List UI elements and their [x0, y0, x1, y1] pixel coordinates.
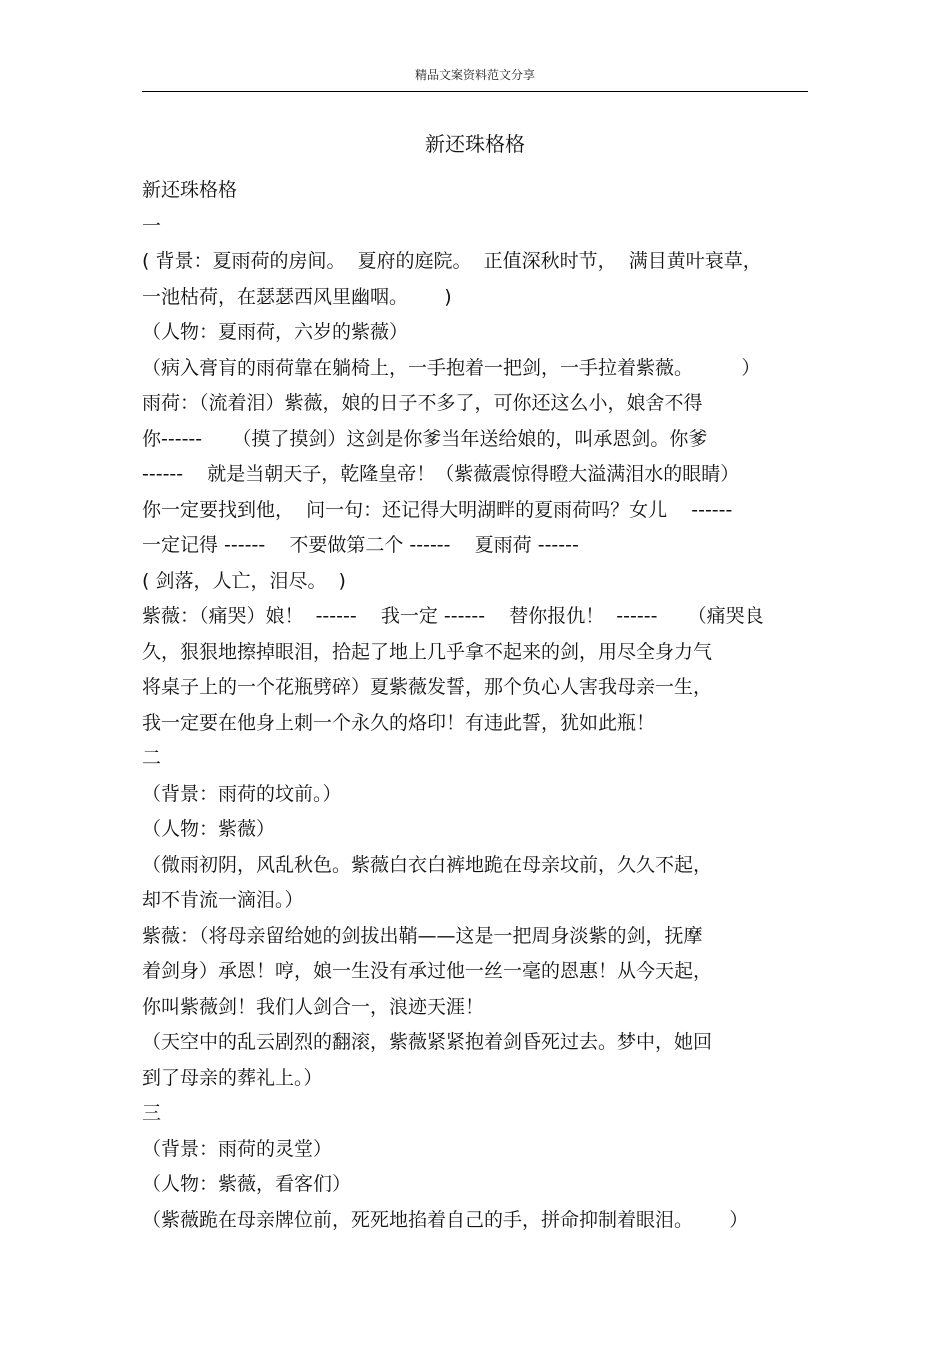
document-body	[142, 173, 822, 1238]
text-line: （天空中的乱云剧烈的翻滚，紫薇紧紧抱着剑昏死过去。梦中，她回	[142, 1031, 713, 1053]
header-rule	[142, 91, 808, 92]
text-line: （人物：紫薇）	[142, 818, 276, 840]
text-line: ( 剑落，人亡，泪尽。 )	[142, 569, 346, 592]
text-line: 紫薇：（将母亲留给她的剑拔出鞘——这是一把周身淡紫的剑，抚摩	[142, 924, 703, 947]
text-line: 新还珠格格	[142, 179, 238, 201]
text-line: 却不肯流一滴泪。）	[142, 889, 304, 911]
text-line: 一	[142, 214, 162, 237]
text-line: 二	[142, 747, 162, 769]
text-line: 雨荷：（流着泪）紫薇，娘的日子不多了，可你还这么小，娘舍不得	[142, 392, 703, 414]
page-header: 精品文案资料范文分享	[414, 68, 535, 82]
text-line: 你一定要找到他， 问一句：还记得大明湖畔的夏雨荷吗？女儿 ------	[142, 498, 733, 521]
text-line: （背景：雨荷的坟前。）	[142, 782, 342, 805]
text-line: 着剑身）承恩！哼，娘一生没有承过他一丝一毫的恩惠！从今天起，	[142, 960, 713, 982]
text-line: ------ 就是当朝天子，乾隆皇帝！（紫薇震惊得瞪大溢满泪水的眼睛）	[142, 463, 740, 485]
text-line: （人物：夏雨荷，六岁的紫薇）	[142, 321, 409, 343]
text-line: 到了母亲的葬礼上。）	[142, 1066, 323, 1089]
text-line: （病入膏肓的雨荷靠在躺椅上，一手抱着一把剑，一手拉着紫薇。 ）	[142, 356, 761, 379]
text-line: （背景：雨荷的灵堂）	[142, 1137, 333, 1160]
text-line: 我一定要在他身上刺一个永久的烙印！有违此誓，犹如此瓶！	[142, 711, 656, 734]
text-line: 久，狠狠地擦掉眼泪，拾起了地上几乎拿不起来的剑，用尽全身力气	[142, 640, 713, 663]
text-line: 将桌子上的一个花瓶劈碎）夏紫薇发誓，那个负心人害我母亲一生，	[142, 676, 713, 698]
text-line: 一池枯荷，在瑟瑟西风里幽咽。 )	[142, 285, 452, 308]
document-title: 新还珠格格	[425, 132, 525, 156]
text-line: 一定记得 ------ 不要做第二个 ------ 夏雨荷 ------	[142, 534, 579, 556]
text-line: 你叫紫薇剑！我们人剑合一，浪迹天涯！	[142, 995, 485, 1018]
text-line: 紫薇：（痛哭）娘！ ------ 我一定 ------ 替你报仇！ ------ （痛哭良	[142, 605, 764, 627]
text-line: （微雨初阴，风乱秋色。紫薇白衣白裤地跪在母亲坟前，久久不起，	[142, 853, 713, 876]
text-line: ( 背景：夏雨荷的房间。 夏府的庭院。 正值深秋时节， 满目黄叶衰草，	[142, 250, 762, 272]
text-line: （人物：紫薇，看客们）	[142, 1173, 352, 1195]
text-line: 三	[142, 1102, 162, 1124]
text-line: 你------ （摸了摸剑）这剑是你爹当年送给娘的，叫承恩剑。你爹	[142, 427, 708, 450]
text-line: （紫薇跪在母亲牌位前，死死地掐着自己的手，拼命抑制着眼泪。 ）	[142, 1208, 749, 1231]
